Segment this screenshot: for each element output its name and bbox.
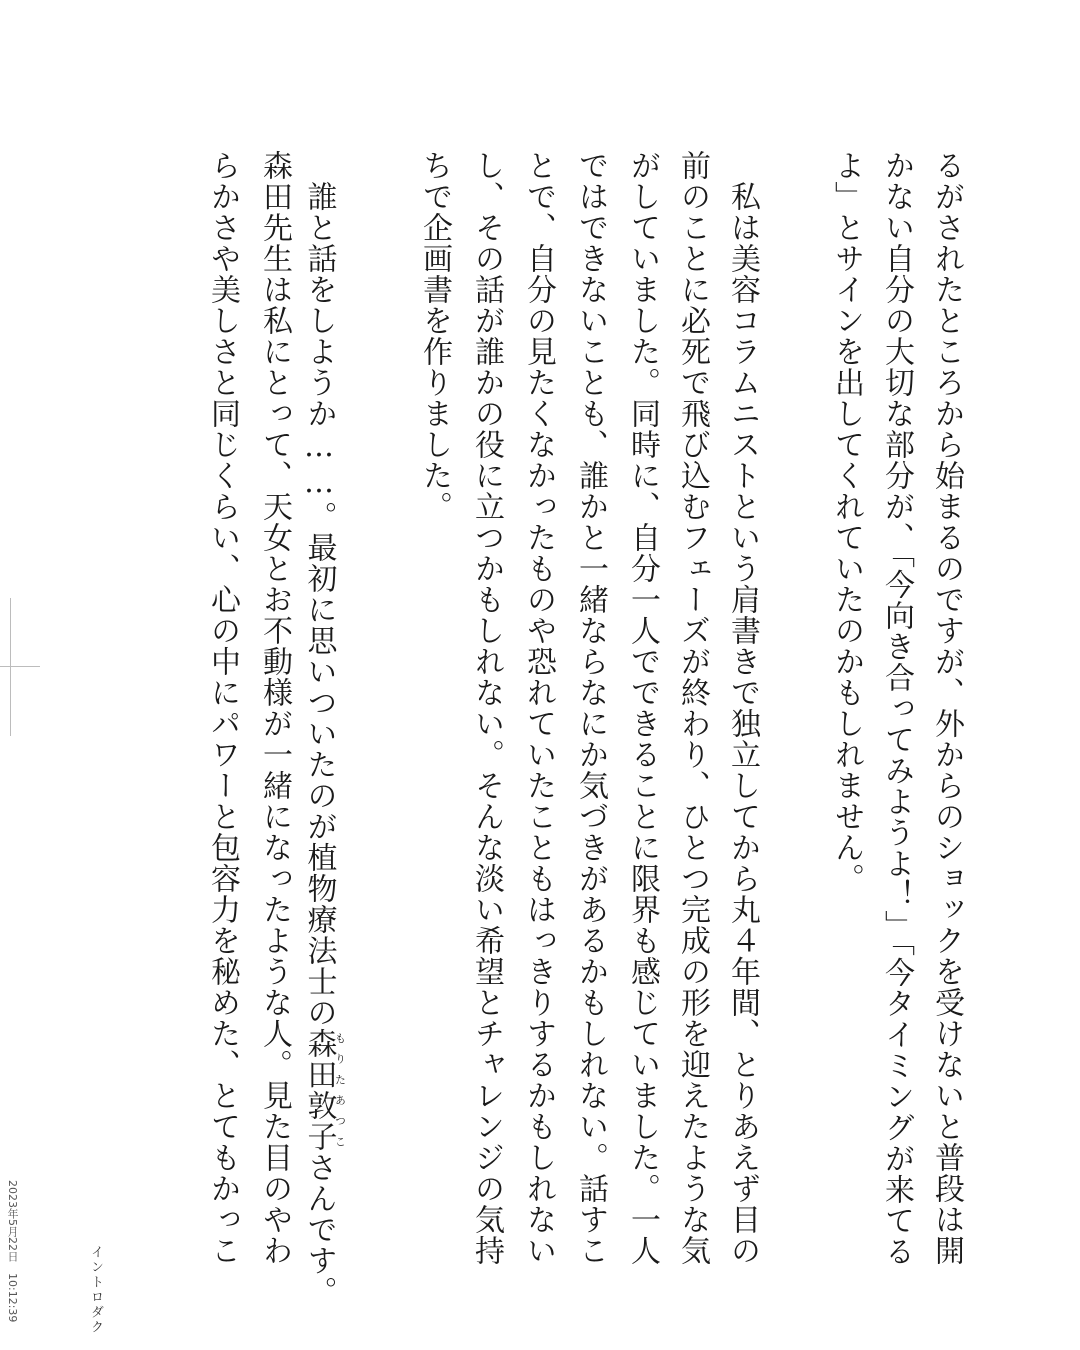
text-line: がしていました。同時に、自分一人でできることに限界も感じていました。一人 [625,150,660,1266]
text-line: し、その話が誰かの役に立つかもしれない。そんな淡い希望とチャレンジの気持 [469,150,504,1266]
text-line: ちで企画書を作りました。 [417,150,452,522]
text-line: るがされたところから始まるのですが、外からのショックを受けないと普段は開 [929,150,964,1266]
text-line: よ」とサインを出してくれていたのかもしれません。 [829,150,864,894]
text-line: ではできないことも、誰かと一緒ならなにか気づきがあるかもしれない。話すこ [573,150,608,1266]
text-line [301,150,347,1307]
timestamp: 2023年5月22日 10:12:39 [6,1180,19,1323]
text-line: 私は美容コラムニストという肩書きで独立してから丸４年間、とりあえず目の [725,150,760,1266]
crop-mark [10,598,11,736]
ruby-reading: もりたあつこ [333,1028,347,1152]
crop-mark [0,666,40,667]
text-line: 前のことに必死で飛び込むフェーズが終わり、ひとつ完成の形を迎えたような気 [675,150,710,1266]
name-with-ruby [301,1028,347,1152]
ruby-base: 森田敦子 [301,1028,337,1152]
text-line-prefix: 誰と話をしようか……。最初に思いついたのが植物療法士の [301,150,337,1028]
text-line-suffix: さんです。 [301,1152,337,1307]
section-label: イントロダク [88,1245,103,1335]
text-line: かない自分の大切な部分が、「今向き合ってみようよ！」「今タイミングが来てる [879,150,914,1267]
text-line: 森田先生は私にとって、天女とお不動様が一緒になったような人。見た目のやわ [257,150,292,1266]
text-line: とで、自分の見たくなかったものや恐れていたこともはっきりするかもしれない [521,150,556,1266]
text-line: らかさや美しさと同じくらい、心の中にパワーと包容力を秘めた、とてもかっこ [205,150,240,1266]
